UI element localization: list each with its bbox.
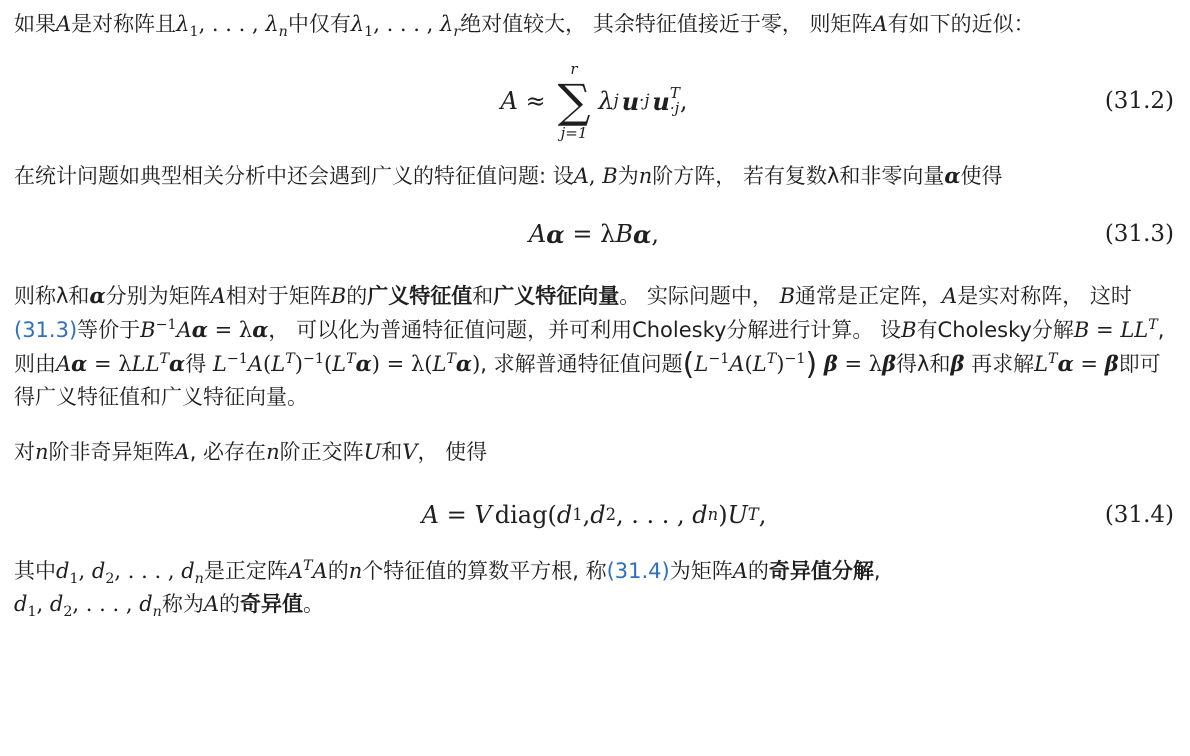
paragraph-generalized-eigen: 在统计问题如典型相关分析中还会遇到广义的特征值问题: 设A, B为n阶方阵， 若有复数λ和非零向量α使得: [14, 163, 1003, 188]
equation-31-4: A = V diag ( d 1 , d 2 , . . . , d n ) U T , (31.4): [421, 501, 1174, 529]
equation-number: (31.4): [1104, 502, 1174, 528]
term-generalized-eigenvector: 广义特征向量: [493, 284, 620, 308]
paragraph-svd-intro: 对n阶非奇异矩阵A, 必存在n阶正交阵U和V， 使得: [14, 440, 488, 464]
equation-ref-31-4[interactable]: (31.4): [606, 559, 670, 583]
equation-number: (31.2): [1104, 88, 1174, 114]
equation-31-3: A α = λ B α , (31.3): [528, 219, 1174, 249]
summation-symbol: r ∑ j=1: [557, 60, 591, 142]
term-generalized-eigenvalue: 广义特征值: [367, 284, 473, 308]
paragraph-low-rank: 如果A是对称阵且$\lambda_1$, . . . , $\lambda_n$中仅有$\lambda_1$, . . . , $\lambda_r$绝对值较大， 其余特征值接近于零， 则矩阵A有如下的近似：: [14, 12, 1035, 41]
equation-ref-31-3[interactable]: (31.3): [14, 318, 78, 342]
equation-number: (31.3): [1104, 221, 1174, 247]
equation-31-2: A ≈ r ∑ j=1 λ j u ·j u T ·j , (31.2): [500, 60, 1174, 142]
paragraph-cholesky: 则称λ和α分别为矩阵A相对于矩阵B的广义特征值和广义特征向量。 实际问题中， B通常是正定阵，A是实对称阵， 这时(31.3)等价于$B^{-1}A\alpha = \lambda\alpha$， 可以化为普通特征值问题，并可利用Cholesky分解进行计算。 设B有Cholesky分解$B = LL^T$, 则由Aα = λLL$^T$α得 $L^{-1}A(L^T)^{-1}(L^T\alpha) = \lambda(L^T\alpha)$, 求解普通特征值问题$(L^{-1}A(L^T)^{-1}) \beta = \lambda\beta$得λ和β 再求解$L^T\alpha = \beta$即可得广义特征值和广义特征向量。: [14, 283, 1165, 409]
term-svd: 奇异值分解: [768, 559, 874, 583]
term-singular-value: 奇异值: [240, 592, 304, 616]
paragraph-singular-values: 其中$d_1$, $d_2$, . . . , $d_n$是正定阵$A^TA$的n个特征值的算数平方根, 称(31.4)为矩阵A的奇异值分解, $d_1$, $d_2$, . . . , $d_n$称为A的奇异值。: [14, 558, 881, 621]
